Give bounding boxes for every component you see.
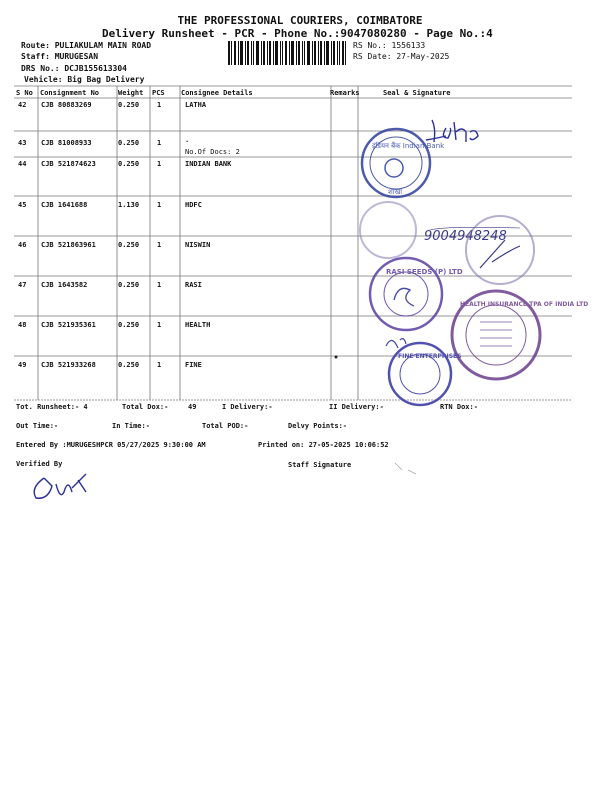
row-sno: 46: [18, 241, 27, 249]
svg-text:शाखा: शाखा: [388, 188, 403, 196]
row-sno: 42: [18, 101, 27, 109]
row-sno: 48: [18, 321, 27, 329]
in-time: In Time:-: [112, 422, 150, 430]
row-consignee: RASI: [185, 281, 202, 289]
entered-by: Entered By :MURUGESHPCR 05/27/2025 9:30:00 AM: [16, 441, 206, 449]
verified-signature: [34, 474, 86, 498]
row-consignment: CJB 521933268: [41, 361, 96, 369]
staff-label: Staff: MURUGESAN: [21, 52, 99, 61]
row-weight: 0.250: [118, 321, 140, 329]
niswin-stamp: [466, 216, 534, 284]
row-consignment: CJB 521863961: [41, 241, 96, 249]
total-pod: Total POD:-: [202, 422, 249, 430]
row-consignee: .: [185, 136, 190, 144]
rasi-seeds-stamp: [370, 258, 463, 330]
row-consignee: HEALTH: [185, 321, 211, 329]
delvy-points: Delvy Points:-: [288, 422, 348, 430]
i-delivery: I Delivery:-: [222, 403, 273, 411]
row-weight: 0.250: [118, 101, 140, 109]
verified-by: Verified By: [16, 460, 63, 468]
drs-number: DRS No.: DCJB155613304: [21, 64, 127, 73]
row-consignee: NISWIN: [185, 241, 211, 249]
row-weight: 0.250: [118, 139, 140, 147]
row-weight: 0.250: [118, 361, 140, 369]
out-time: Out Time:-: [16, 422, 59, 430]
fine-enterprises-stamp: [386, 339, 461, 405]
row-weight: 0.250: [118, 281, 140, 289]
row-weight: 0.250: [118, 160, 140, 168]
tot-runsheet: Tot. Runsheet:- 4: [16, 403, 88, 411]
row-pcs: 1: [157, 361, 162, 369]
row-consignment: CJB 521874623: [41, 160, 96, 168]
row-pcs: 1: [157, 101, 162, 109]
ii-delivery: II Delivery:-: [329, 403, 384, 411]
row-pcs: 1: [157, 201, 162, 209]
row-doc-count: No.Of Docs: 2: [185, 148, 240, 156]
row-pcs: 1: [157, 321, 162, 329]
col-header-sno: S No: [16, 89, 33, 97]
row-sno: 49: [18, 361, 27, 369]
row-pcs: 1: [157, 281, 162, 289]
row-consignment: CJB 81008933: [41, 139, 92, 147]
row-consignment: CJB 521935361: [41, 321, 96, 329]
rs-date: RS Date: 27-May-2025: [353, 52, 450, 61]
row-pcs: 1: [157, 160, 162, 168]
row-consignee: INDIAN BANK: [185, 160, 232, 168]
rs-number: RS No.: 1556133: [353, 41, 426, 50]
row-weight: 1.130: [118, 201, 140, 209]
svg-text:इंडियन बैंक Indian Bank: इंडियन बैंक Indian Bank: [372, 142, 445, 150]
vehicle-label: Vehicle: Big Bag Delivery: [24, 75, 145, 84]
health-insurance-stamp: [452, 291, 588, 379]
svg-text:RASI SEEDS (P) LTD: RASI SEEDS (P) LTD: [386, 268, 463, 276]
row-sno: 44: [18, 160, 27, 168]
row-pcs: 1: [157, 139, 162, 147]
row-consignee: HDFC: [185, 201, 202, 209]
staff-signature: Staff Signature: [288, 461, 352, 469]
printed-on: Printed on: 27-05-2025 10:06:52: [258, 441, 389, 449]
total-dox-value: 49: [188, 403, 197, 411]
row-sno: 43: [18, 139, 27, 147]
col-header-seal: Seal & Signature: [383, 89, 451, 97]
row-consignment: CJB 1641688: [41, 201, 88, 209]
row-pcs: 1: [157, 241, 162, 249]
route-label: Route: PULIAKULAM MAIN ROAD: [21, 41, 152, 50]
col-header-consignment: Consignment No: [40, 89, 100, 97]
row-sno: 47: [18, 281, 27, 289]
hdfc-stamp: [360, 202, 416, 258]
svg-text:9004948248: 9004948248: [424, 229, 507, 244]
col-header-consignee: Consignee Details: [181, 89, 253, 97]
row-consignee: LATHA: [185, 101, 207, 109]
col-header-remarks: Remarks: [330, 89, 360, 97]
col-header-pcs: PCS: [152, 89, 165, 97]
col-header-weight: Weight: [118, 89, 144, 97]
row-consignment: CJB 80883269: [41, 101, 92, 109]
total-dox-label: Total Dox:-: [122, 403, 169, 411]
rtn-dox: RTN Dox:-: [440, 403, 478, 411]
row-sno: 45: [18, 201, 27, 209]
svg-text:HEALTH INSURANCE TPA OF INDIA: HEALTH INSURANCE TPA OF INDIA LTD: [460, 301, 589, 308]
row-weight: 0.250: [118, 241, 140, 249]
row-consignee: FINE: [185, 361, 202, 369]
svg-text:FINE ENTERPRISES: FINE ENTERPRISES: [398, 353, 462, 360]
company-title: THE PROFESSIONAL COURIERS, COIMBATORE: [177, 14, 423, 27]
row-consignment: CJB 1643582: [41, 281, 88, 289]
runsheet-subtitle: Delivery Runsheet - PCR - Phone No.:9047080280 - Page No.:4: [102, 27, 493, 40]
